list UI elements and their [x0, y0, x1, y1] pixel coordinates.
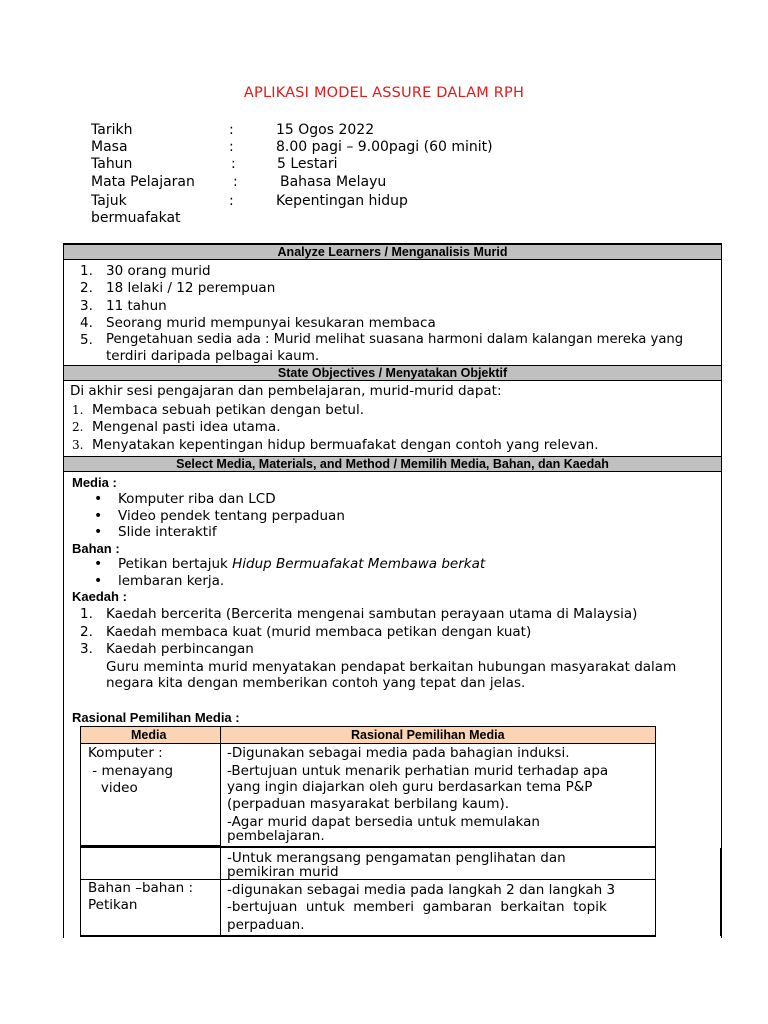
- info-label: Tajuk: [91, 193, 127, 209]
- rasional-table-header: [81, 727, 655, 744]
- list-item: Kaedah perbincangan: [106, 641, 254, 657]
- objectives-intro: Di akhir sesi pengajaran dan pembelajaran, murid-murid dapat:: [70, 383, 502, 399]
- row1-rasional-line: yang ingin diajarkan oleh guru berdasarkan tema P&P: [227, 779, 593, 795]
- column-header-rasional: Rasional Pemilihan Media: [351, 728, 505, 742]
- list-number: 2.: [80, 624, 93, 640]
- info-label: Mata Pelajaran: [91, 174, 195, 190]
- list-number: 4.: [80, 315, 93, 331]
- column-divider: [220, 727, 221, 846]
- bahan-label: Bahan :: [72, 541, 120, 556]
- list-item: Kaedah bercerita (Bercerita mengenai sambutan perayaan utama di Malaysia): [106, 606, 638, 622]
- rasional-label: Rasional Pemilihan Media :: [72, 710, 240, 725]
- list-number: 2.: [72, 420, 84, 434]
- row1-media-line: Komputer :: [88, 745, 163, 761]
- info-value: 8.00 pagi – 9.00pagi (60 minit): [276, 139, 493, 155]
- list-item: Membaca sebuah petikan dengan betul.: [92, 402, 365, 418]
- row1-rasional-line: -Agar murid dapat bersedia untuk memulakan: [227, 814, 540, 830]
- list-item: Seorang murid mempunyai kesukaran membaca: [106, 315, 436, 331]
- info-value: 5 Lestari: [277, 156, 338, 172]
- info-value-wrap: bermuafakat: [91, 210, 181, 226]
- list-item: 18 lelaki / 12 perempuan: [106, 280, 276, 296]
- list-number: 5.: [80, 332, 93, 348]
- info-label: Tahun: [91, 156, 133, 172]
- row1-rasional-line: (perpaduan masyarakat berbilang kaum).: [227, 796, 510, 812]
- list-item-continuation: terdiri daripada pelbagai kaum.: [106, 348, 320, 364]
- info-colon: :: [233, 174, 238, 190]
- rasional-table-part1: [80, 726, 656, 847]
- paragraph-line: negara kita dengan memberikan contoh yang tepat dan jelas.: [106, 675, 526, 691]
- row2-rasional-line: -Untuk merangsang pengamatan penglihatan dan: [227, 850, 566, 866]
- column-header-media: Media: [131, 728, 167, 742]
- info-value: Kepentingan hidup: [276, 193, 408, 209]
- list-number: 2.: [80, 280, 93, 296]
- row3-rasional-line: perpaduan.: [227, 917, 305, 933]
- row1-media-line: video: [88, 780, 138, 796]
- list-item: Video pendek tentang perpaduan: [118, 508, 345, 524]
- row1-media-line: - menayang: [88, 763, 174, 779]
- row2-rasional-line: pemikiran murid: [227, 864, 339, 880]
- column-divider: [220, 848, 221, 935]
- info-colon: :: [229, 122, 234, 138]
- info-label: Masa: [91, 139, 128, 155]
- list-item: Pengetahuan sedia ada : Murid melihat suasana harmoni dalam kalangan mereka yang: [106, 332, 684, 347]
- rasional-table-part2: [80, 848, 656, 937]
- list-number: 1.: [80, 606, 93, 622]
- kaedah-label: Kaedah :: [72, 589, 127, 604]
- list-item: Komputer riba dan LCD: [118, 491, 276, 507]
- outer-border-right: [720, 848, 721, 936]
- row3-media-line: Petikan: [88, 897, 138, 913]
- list-number: 3.: [72, 438, 84, 452]
- row3-rasional-line: -bertujuan untuk memberi gambaran berkaitan topik: [227, 899, 607, 915]
- list-item: 30 orang murid: [106, 263, 211, 279]
- bahan-item-prefix: Petikan bertajuk: [118, 556, 233, 572]
- row3-rasional-line: -digunakan sebagai media pada langkah 2 dan langkah 3: [227, 882, 616, 898]
- list-item: [118, 556, 485, 572]
- row1-rasional-line: -Digunakan sebagai media pada bahagian induksi.: [227, 745, 570, 761]
- bullet: •: [94, 508, 103, 524]
- info-value: 15 Ogos 2022: [276, 122, 375, 138]
- info-colon: :: [231, 156, 236, 172]
- row1-rasional-line: -Bertujuan untuk menarik perhatian murid terhadap apa: [227, 763, 609, 779]
- list-item: Menyatakan kepentingan hidup bermuafakat dengan contoh yang relevan.: [92, 437, 599, 453]
- section-header-analyze: Analyze Learners / Menganalisis Murid: [64, 244, 721, 260]
- info-value: Bahasa Melayu: [280, 174, 387, 190]
- page-title: APLIKASI MODEL ASSURE DALAM RPH: [243, 85, 525, 101]
- media-label: Media :: [72, 475, 117, 490]
- list-item: Slide interaktif: [118, 524, 217, 540]
- section-header-media: Select Media, Materials, and Method / Memilih Media, Bahan, dan Kaedah: [64, 456, 721, 472]
- row3-media-line: Bahan –bahan :: [88, 880, 194, 896]
- list-item: Mengenal pasti idea utama.: [92, 419, 281, 435]
- outer-border-left: [63, 848, 64, 936]
- bullet: •: [94, 556, 103, 572]
- row1-rasional-line: pembelajaran.: [227, 828, 325, 844]
- list-number: 1.: [80, 263, 93, 279]
- list-number: 3.: [80, 641, 93, 657]
- list-item: 11 tahun: [106, 298, 167, 314]
- bullet: •: [94, 491, 103, 507]
- list-item: Kaedah membaca kuat (murid membaca petikan dengan kuat): [106, 624, 532, 640]
- info-colon: :: [229, 139, 234, 155]
- bahan-item-title: Hidup Bermuafakat Membawa berkat: [232, 556, 486, 572]
- list-item: lembaran kerja.: [118, 573, 225, 589]
- list-number: 1.: [72, 403, 84, 417]
- list-number: 3.: [80, 298, 93, 314]
- bullet: •: [94, 524, 103, 540]
- paragraph-line: Guru meminta murid menyatakan pendapat berkaitan hubungan masyarakat dalam: [106, 659, 677, 675]
- section-header-objectives: State Objectives / Menyatakan Objektif: [64, 365, 721, 381]
- info-colon: :: [229, 193, 234, 209]
- info-label: Tarikh: [91, 122, 133, 138]
- bullet: •: [94, 573, 103, 589]
